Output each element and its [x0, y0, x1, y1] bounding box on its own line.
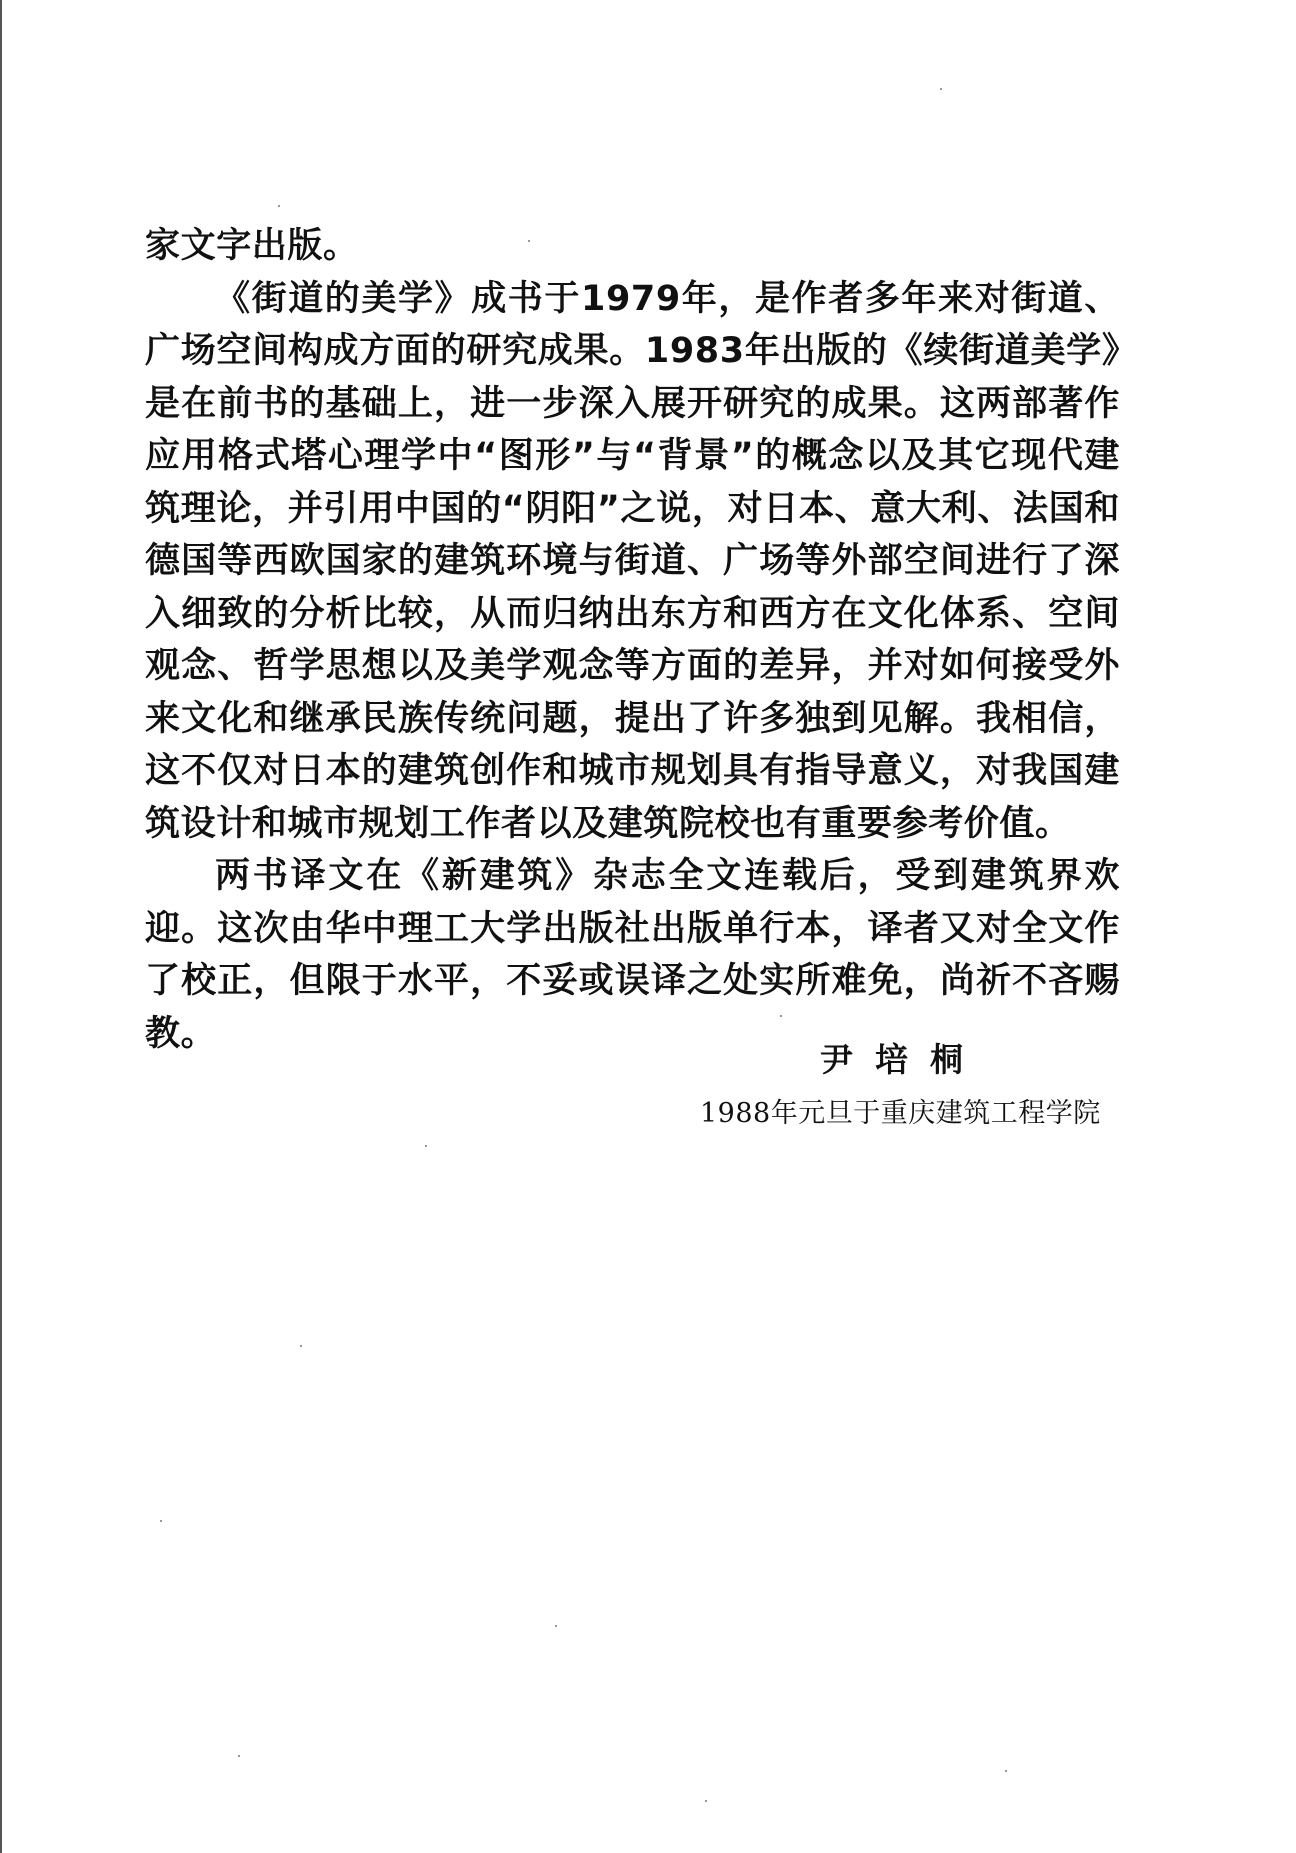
scan-speck	[1005, 1770, 1007, 1772]
scan-speck	[300, 1345, 302, 1347]
scan-speck	[278, 205, 280, 207]
signature-dateline: 1988年元旦于重庆建筑工程学院	[700, 1098, 1101, 1129]
scan-speck	[425, 1145, 427, 1147]
scan-speck	[940, 88, 942, 90]
scan-speck	[555, 1625, 557, 1627]
author-signature: 尹培桐	[820, 1040, 985, 1079]
scan-speck	[160, 1520, 162, 1522]
scan-speck	[705, 1800, 707, 1802]
scan-speck	[780, 1015, 782, 1017]
paragraph-translation-note: 两书译文在《新建筑》杂志全文连载后，受到建筑界欢迎。这次由华中理工大学出版社出版单行本，译者又对全文作了校正，但限于水平，不妥或误译之处实所难免，尚祈不吝赐教。	[145, 856, 1120, 1054]
paragraph-book-summary: 《街道的美学》成书于1979年，是作者多年来对街道、广场空间构成方面的研究成果。1983年出版的《续街道美学》是在前书的基础上，进一步深入展开研究的成果。这两部著作应用格式塔心理学中“图形”与“背景”的概念以及其它现代建筑理论，并引用中国的“阴阳”之说，对日本、意大利、法国和德国等西欧国家的建筑环境与街道、广场等外部空间进行了深入细致的分析比较，从而归纳出东方和西方在文化体系、空间观念、哲学思想以及美学观念等方面的差异，并对如何接受外来文化和继承民族传统问题，提出了许多独到见解。我相信，这不仅对日本的建筑创作和城市规划具有指导意义，对我国建筑设计和城市规划工作者以及建筑院校也有重要参考价值。	[145, 278, 1120, 844]
scan-speck	[528, 240, 530, 242]
page-left-border	[0, 0, 2, 1853]
preface-body	[145, 220, 1120, 1060]
paragraph-continuation: 家文字出版。	[145, 226, 359, 266]
scan-speck	[238, 1755, 240, 1757]
